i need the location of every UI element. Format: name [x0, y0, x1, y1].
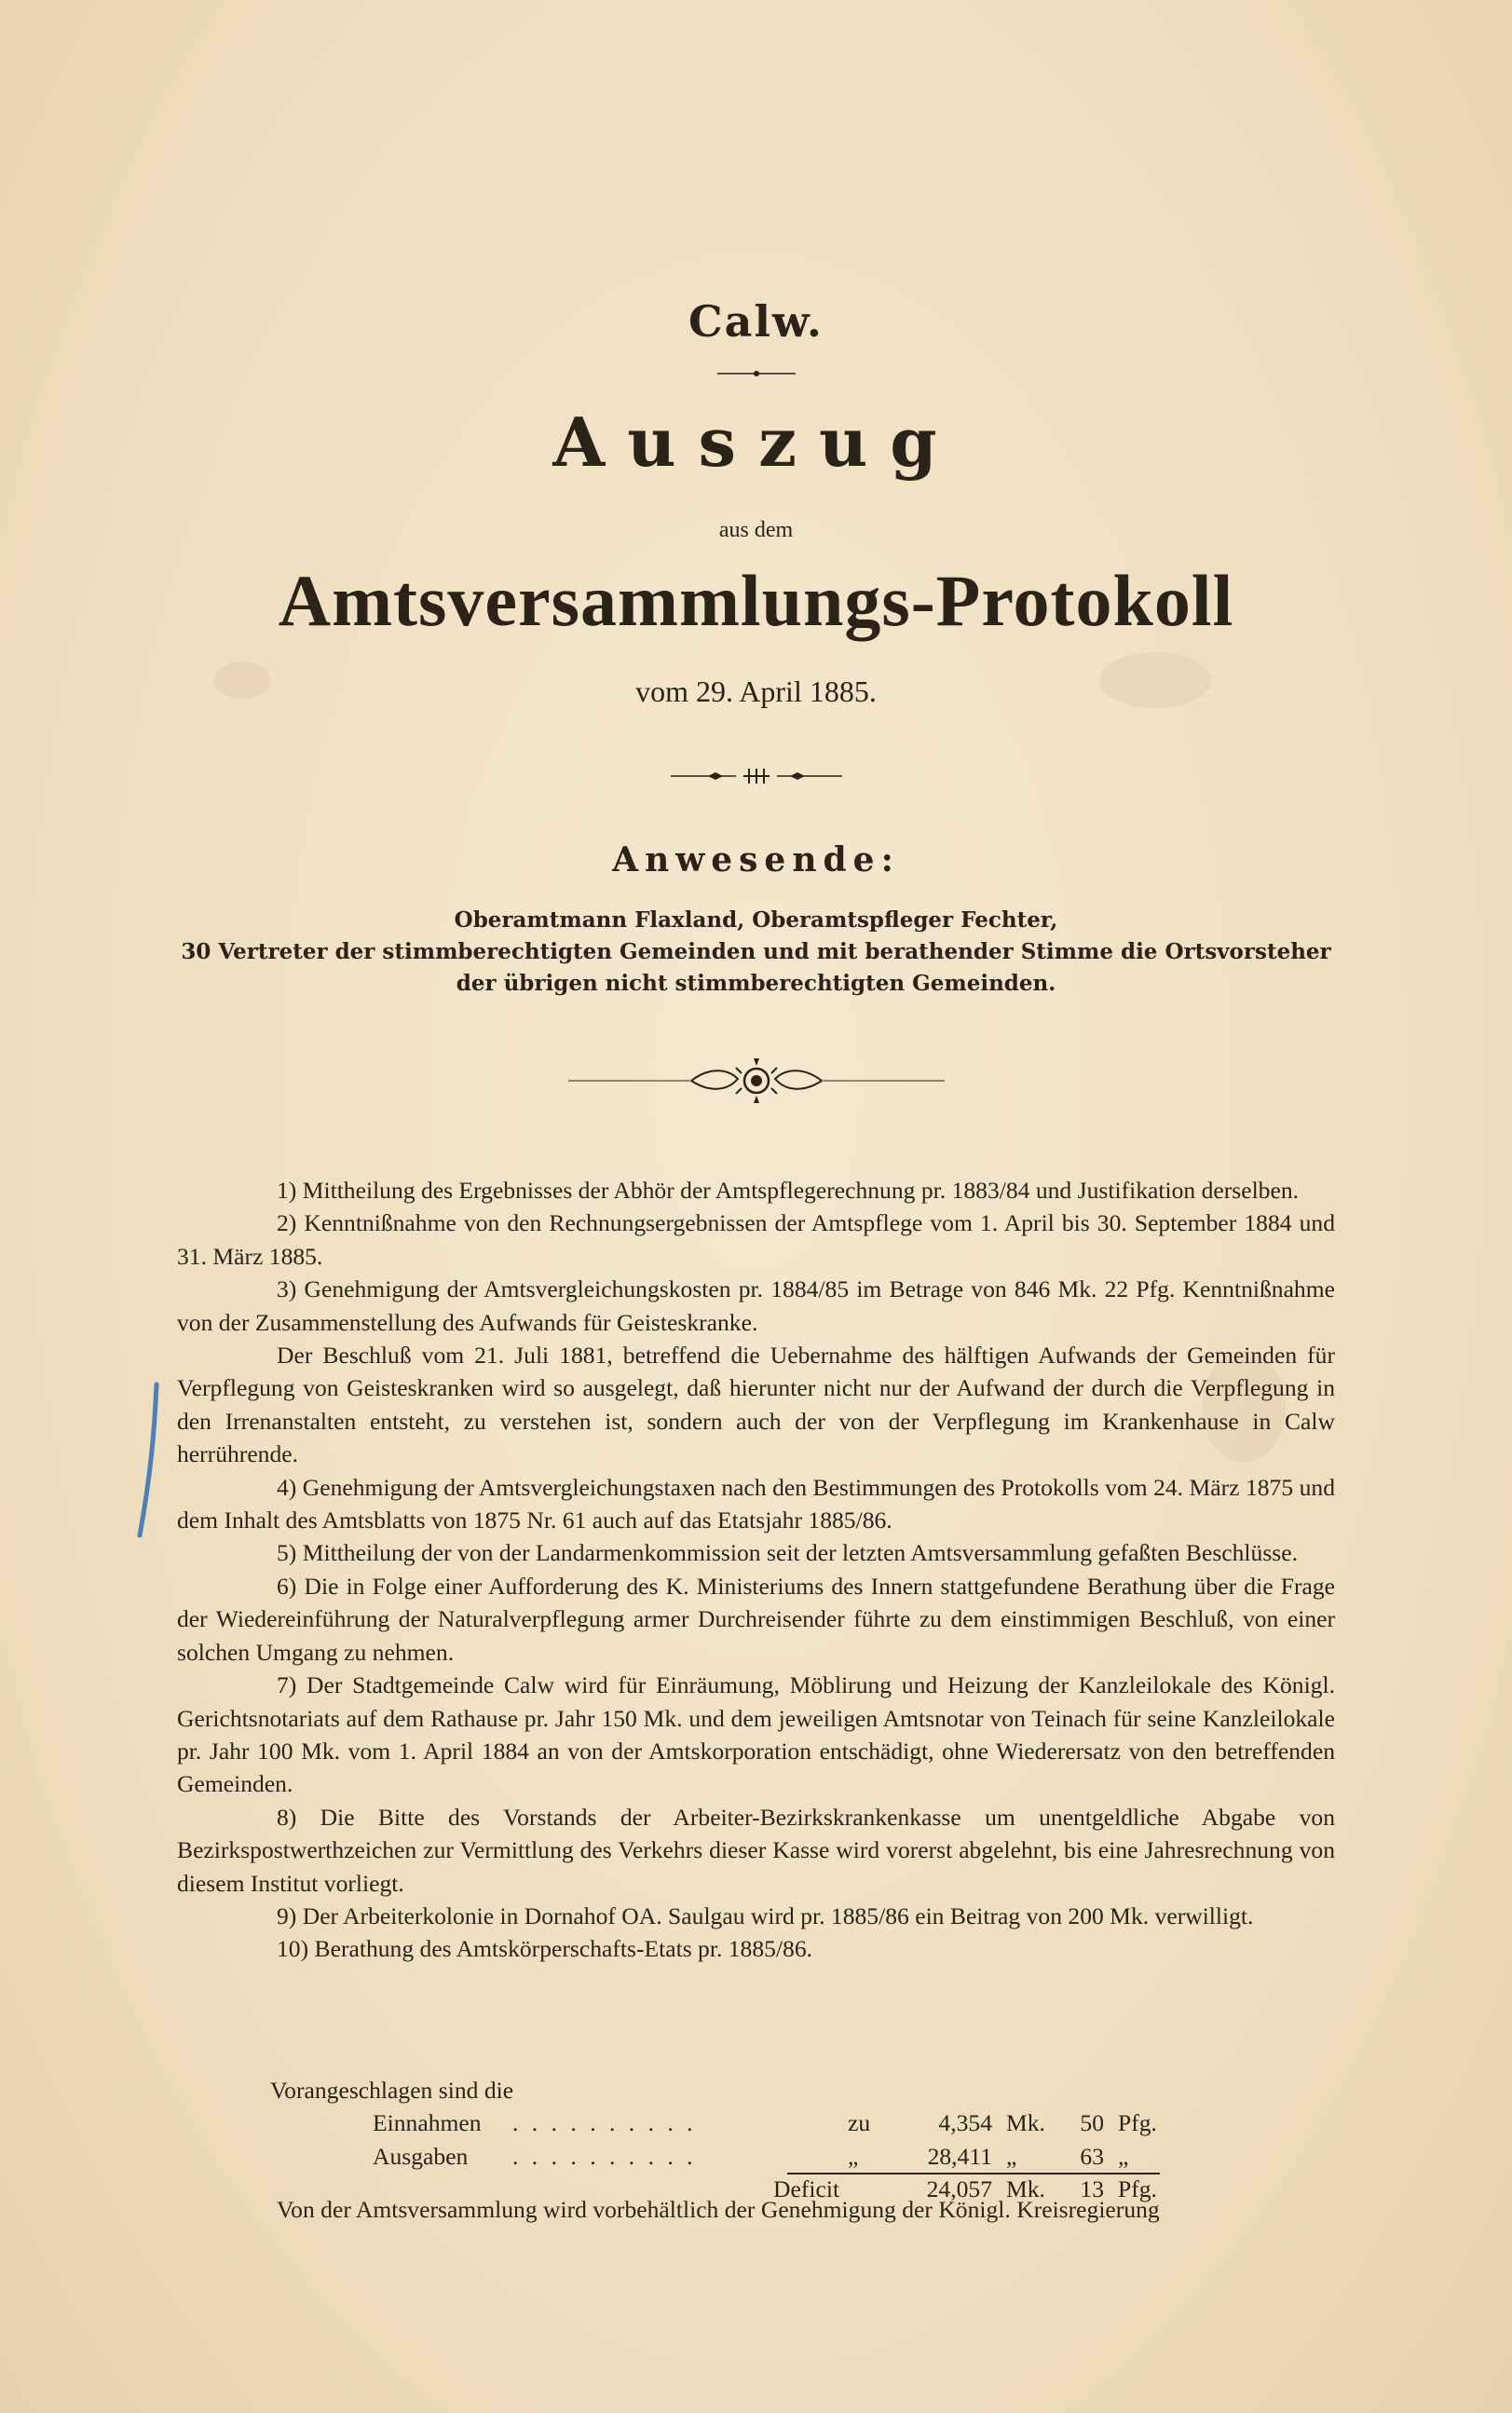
attendees-heading: Anwesende:	[612, 840, 900, 879]
paragraph-item-10: 10) Berathung des Amtskörperschafts-Etats pr. 1885/86.	[277, 1935, 813, 1963]
budget-amount: 24,057	[926, 2175, 992, 2203]
budget-pfennig: 50	[1080, 2109, 1104, 2137]
budget-unit: „	[1006, 2142, 1017, 2170]
paragraph-item-9: 9) Der Arbeiterkolonie in Dornahof OA. Saulgau wird pr. 1885/86 ein Beitrag von 200 Mk. verwilligt.	[277, 1902, 1254, 1929]
budget-prefix: „	[848, 2142, 859, 2170]
budget-pfennig: 63	[1080, 2142, 1104, 2170]
budget-pfennig-unit: „	[1118, 2142, 1129, 2170]
budget-table	[270, 2074, 1155, 2206]
paragraph-item-3: 3) Genehmigung der Amtsvergleichungskosten pr. 1884/85 im Betrage von 846 Mk. 22 Pfg. Kenntnißnahme von der Zusammenstellung des Aufwands für Geisteskranke.	[177, 1275, 1335, 1336]
pencil-margin-mark	[132, 1381, 166, 1539]
closing-line: Von der Amtsversammlung wird vorbehältlich der Genehmigung der Königl. Kreisregierung	[277, 2196, 1160, 2223]
budget-label: Deficit	[773, 2175, 840, 2203]
budget-amount: 4,354	[938, 2109, 992, 2137]
budget-intro-row	[270, 2074, 1155, 2106]
budget-row-income	[270, 2106, 1155, 2139]
budget-pfennig-unit: Pfg.	[1118, 2109, 1157, 2137]
leader-dots: . . . . . . . . . .	[512, 2109, 697, 2137]
paragraph-item-5: 5) Mittheilung der von der Landarmenkommission seit der letzten Amtsversammlung gefaßten Beschlüsse.	[277, 1539, 1299, 1567]
budget-row-expenses	[270, 2140, 1155, 2173]
paragraph-item-7: 7) Der Stadtgemeinde Calw wird für Einräumung, Möblirung und Heizung der Kanzleilokale des Königl. Gerichtsnotariats auf dem Rathause pr. Jahr 150 Mk. und dem jeweiligen Amtsnotar von Teinach für seine Kanzleilokale pr. Jahr 100 Mk. vom 1. April 1884 an von der Amtskorporation entschädigt, ohne Wiederersatz von den betreffenden Gemeinden.	[177, 1671, 1335, 1798]
resolutions-text	[177, 1174, 1335, 1966]
document-title: Auszug	[552, 402, 960, 482]
paragraph-item-3-note: Der Beschluß vom 21. Juli 1881, betreffend die Uebernahme des hälftigen Aufwands der Gemeinden für Verpflegung von Geisteskranken wird so ausgelegt, daß hierunter nicht nur der Aufwand der durch die Verpflegung in den Irrenanstalten entsteht, zu verstehen ist, sondern auch der von der Verpflegung im Krankenhause in Calw herrührende.	[177, 1342, 1335, 1468]
attendees-line: Oberamtmann Flaxland, Oberamtspfleger Fechter,	[454, 907, 1058, 933]
title-connector: aus dem	[718, 518, 794, 542]
place-heading: Calw.	[688, 296, 824, 347]
leader-dots: . . . . . . . . . .	[512, 2142, 697, 2170]
budget-label: Ausgaben	[373, 2142, 469, 2170]
budget-unit: Mk.	[1006, 2175, 1045, 2203]
budget-unit: Mk.	[1006, 2109, 1045, 2137]
paragraph-item-1: 1) Mittheilung des Ergebnisses der Abhör der Amtspflegerechnung pr. 1883/84 und Justifikation derselben.	[277, 1177, 1300, 1204]
paragraph-item-4: 4) Genehmigung der Amtsvergleichungstaxen nach den Bestimmungen des Protokolls vom 24. März 1875 und dem Inhalt des Amtsblatts von 1875 Nr. 61 auch auf das Etatsjahr 1885/86.	[177, 1473, 1335, 1534]
paragraph-item-6: 6) Die in Folge einer Aufforderung des K. Ministeriums des Innern stattgefundene Berathung über die Frage der Wiedereinführung der Naturalverpflegung armer Durchreisender führte zu dem einstimmigen Beschluß, von einer solchen Umgang zu nehmen.	[177, 1572, 1335, 1666]
protocol-date: vom 29. April 1885.	[635, 675, 877, 708]
budget-label: Einnahmen	[373, 2109, 482, 2137]
budget-prefix: zu	[848, 2109, 871, 2137]
attendees-line: 30 Vertreter der stimmberechtigten Gemeinden und mit berathender Stimme die Ortsvorsteher	[181, 939, 1331, 964]
small-rule-ornament	[717, 369, 796, 378]
budget-amount: 28,411	[927, 2142, 992, 2170]
paragraph-item-2: 2) Kenntnißnahme von den Rechnungsergebnissen der Amtspflege vom 1. April bis 30. September 1884 und 31. März 1885.	[177, 1209, 1335, 1270]
budget-intro: Vorangeschlagen sind die	[270, 2077, 514, 2104]
divider-ornament	[671, 764, 842, 788]
protocol-title: Amtsversammlungs-Protokoll	[278, 560, 1234, 641]
paragraph-item-8: 8) Die Bitte des Vorstands der Arbeiter-Bezirkskrankenkasse um unentgeldliche Abgabe von Bezirkspostwerthzeichen zur Vermittlung des Verkehrs dieser Kasse wird vorerst abgelehnt, bis eine Jahresrechnung von diesem Institut vorliegt.	[177, 1803, 1335, 1897]
budget-pfennig: 13	[1080, 2175, 1104, 2203]
flourish-ornament	[568, 1055, 945, 1107]
attendees-line: der übrigen nicht stimmberechtigten Gemeinden.	[456, 971, 1056, 996]
budget-pfennig-unit: Pfg.	[1118, 2175, 1157, 2203]
